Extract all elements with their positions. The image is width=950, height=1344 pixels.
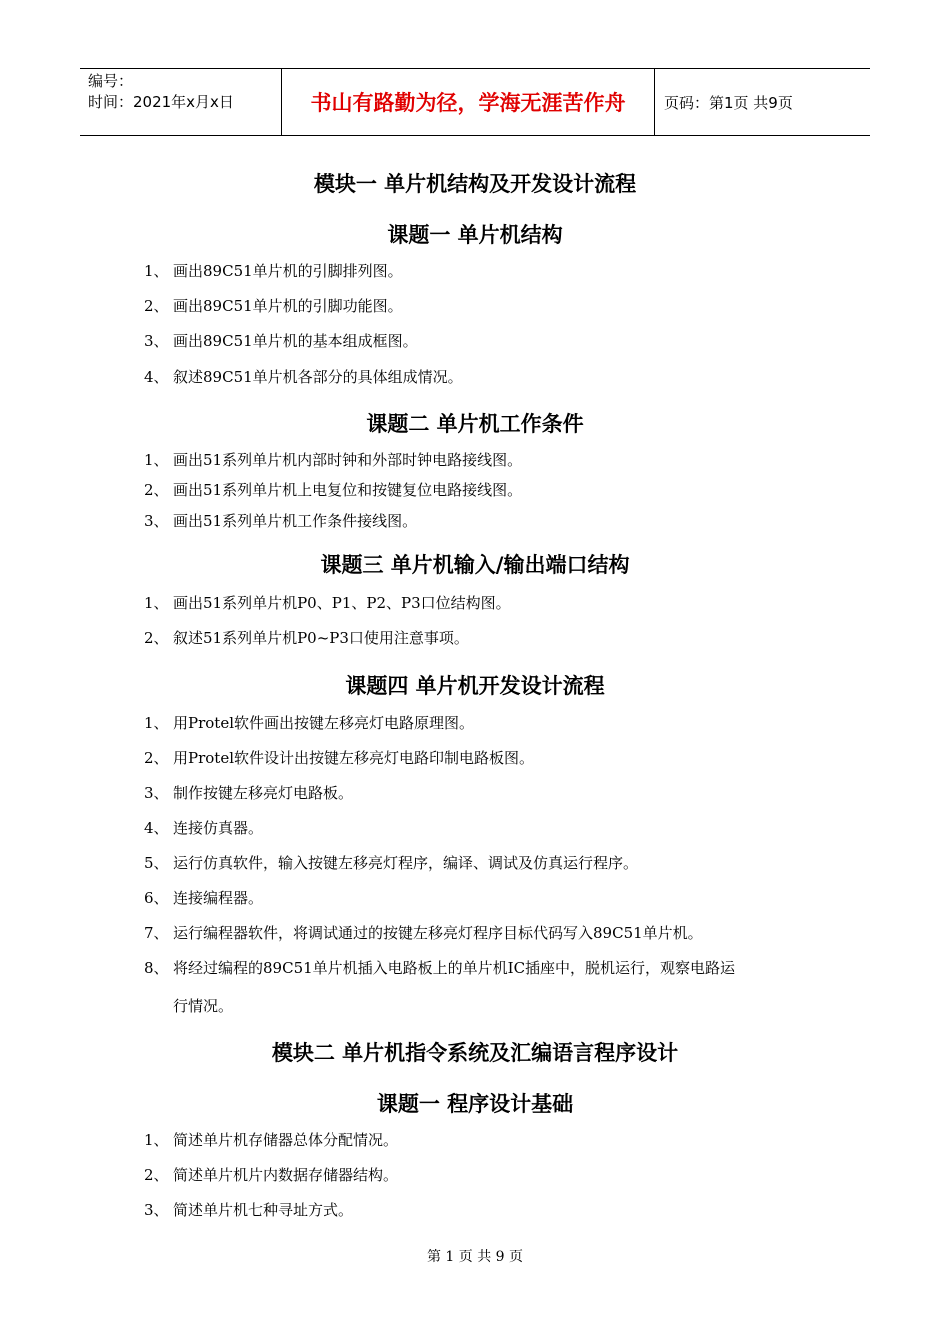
list-item-number: 4、 [144,819,169,837]
list-item-text: 画出89C51单片机的基本组成框图。 [173,332,418,350]
list-item-text: 简述单片机七种寻址方式。 [173,1201,354,1219]
list-item-number: 2、 [144,749,169,767]
list-item-number: 1、 [144,714,169,732]
list-item [144,852,638,873]
list-item-number: 2、 [144,297,169,315]
section-title: 课题一 单片机结构 [387,223,563,247]
list-item-number: 1、 [144,451,169,469]
time-label: 时间：2021年x月x日 [88,93,234,111]
list-item-number: 3、 [144,784,169,802]
list-item-number: 2、 [144,1166,169,1184]
list-item-number: 1、 [144,262,169,280]
list-item-text: 用Protel软件画出按键左移亮灯电路原理图。 [173,714,474,732]
list-item [144,510,417,531]
list-item [144,479,522,500]
list-item-text: 叙述89C51单片机各部分的具体组成情况。 [173,368,463,386]
section-title: 课题四 单片机开发设计流程 [345,674,605,698]
section-title: 课题二 单片机工作条件 [366,412,584,436]
list-item [144,922,703,943]
page-footer: 第 1 页 共 9 页 [426,1249,524,1265]
list-item [144,366,463,387]
list-item-number: 5、 [144,854,169,872]
list-item-text: 连接编程器。 [173,889,264,907]
list-item [144,1164,398,1185]
list-item [144,887,263,908]
list-item-number: 8、 [144,959,169,977]
list-item [144,747,534,768]
list-item-text: 画出89C51单片机的引脚排列图。 [173,262,403,280]
page-header [80,68,870,136]
section-title: 模块二 单片机指令系统及汇编语言程序设计 [271,1041,679,1065]
list-item-continuation: 行情况。 [173,997,234,1015]
list-item-text: 画出51系列单片机内部时钟和外部时钟电路接线图。 [173,451,523,469]
list-item [144,627,469,648]
list-item-text: 连接仿真器。 [173,819,264,837]
list-item-number: 7、 [144,924,169,942]
list-item [144,817,263,838]
list-item-text: 简述单片机片内数据存储器结构。 [173,1166,399,1184]
list-item-text: 用Protel软件设计出按键左移亮灯电路印制电路板图。 [173,749,534,767]
list-item-number: 2、 [144,629,169,647]
list-item [144,330,418,351]
list-item-text: 画出51系列单片机上电复位和按键复位电路接线图。 [173,481,523,499]
list-item-text: 简述单片机存储器总体分配情况。 [173,1131,399,1149]
header-page-info: 页码：第1页 共9页 [664,93,793,112]
list-item-text: 制作按键左移亮灯电路板。 [173,784,354,802]
section-title: 课题一 程序设计基础 [376,1092,574,1116]
list-item-number: 3、 [144,512,169,530]
list-item-text: 画出51系列单片机工作条件接线图。 [173,512,418,530]
list-item-text: 叙述51系列单片机P0~P3口使用注意事项。 [173,629,469,647]
list-item-text: 画出51系列单片机P0、P1、P2、P3口位结构图。 [173,594,511,612]
list-item-number: 2、 [144,481,169,499]
list-item [144,957,735,978]
header-motto: 书山有路勤为径，学海无涯苦作舟 [282,69,655,135]
list-item [144,260,403,281]
list-item-text: 画出89C51单片机的引脚功能图。 [173,297,403,315]
list-item [144,449,522,470]
list-item-text: 将经过编程的89C51单片机插入电路板上的单片机IC插座中，脱机运行，观察电路运 [173,959,736,977]
list-item-number: 3、 [144,1201,169,1219]
list-item [144,1199,353,1220]
list-item-text: 运行仿真软件，输入按键左移亮灯程序，编译、调试及仿真运行程序。 [173,854,639,872]
number-label: 编号： [88,72,134,90]
list-item-text: 运行编程器软件，将调试通过的按键左移亮灯程序目标代码写入89C51单片机。 [173,924,703,942]
list-item-number: 4、 [144,368,169,386]
section-title: 模块一 单片机结构及开发设计流程 [313,172,637,196]
list-item-number: 1、 [144,1131,169,1149]
list-item [144,295,403,316]
section-title: 课题三 单片机输入/输出端口结构 [320,553,630,577]
list-item-number: 3、 [144,332,169,350]
list-item-number: 1、 [144,594,169,612]
list-item [144,1129,398,1150]
list-item [144,782,353,803]
header-meta [80,69,282,135]
list-item [144,592,511,613]
list-item [144,712,474,733]
list-item-number: 6、 [144,889,169,907]
